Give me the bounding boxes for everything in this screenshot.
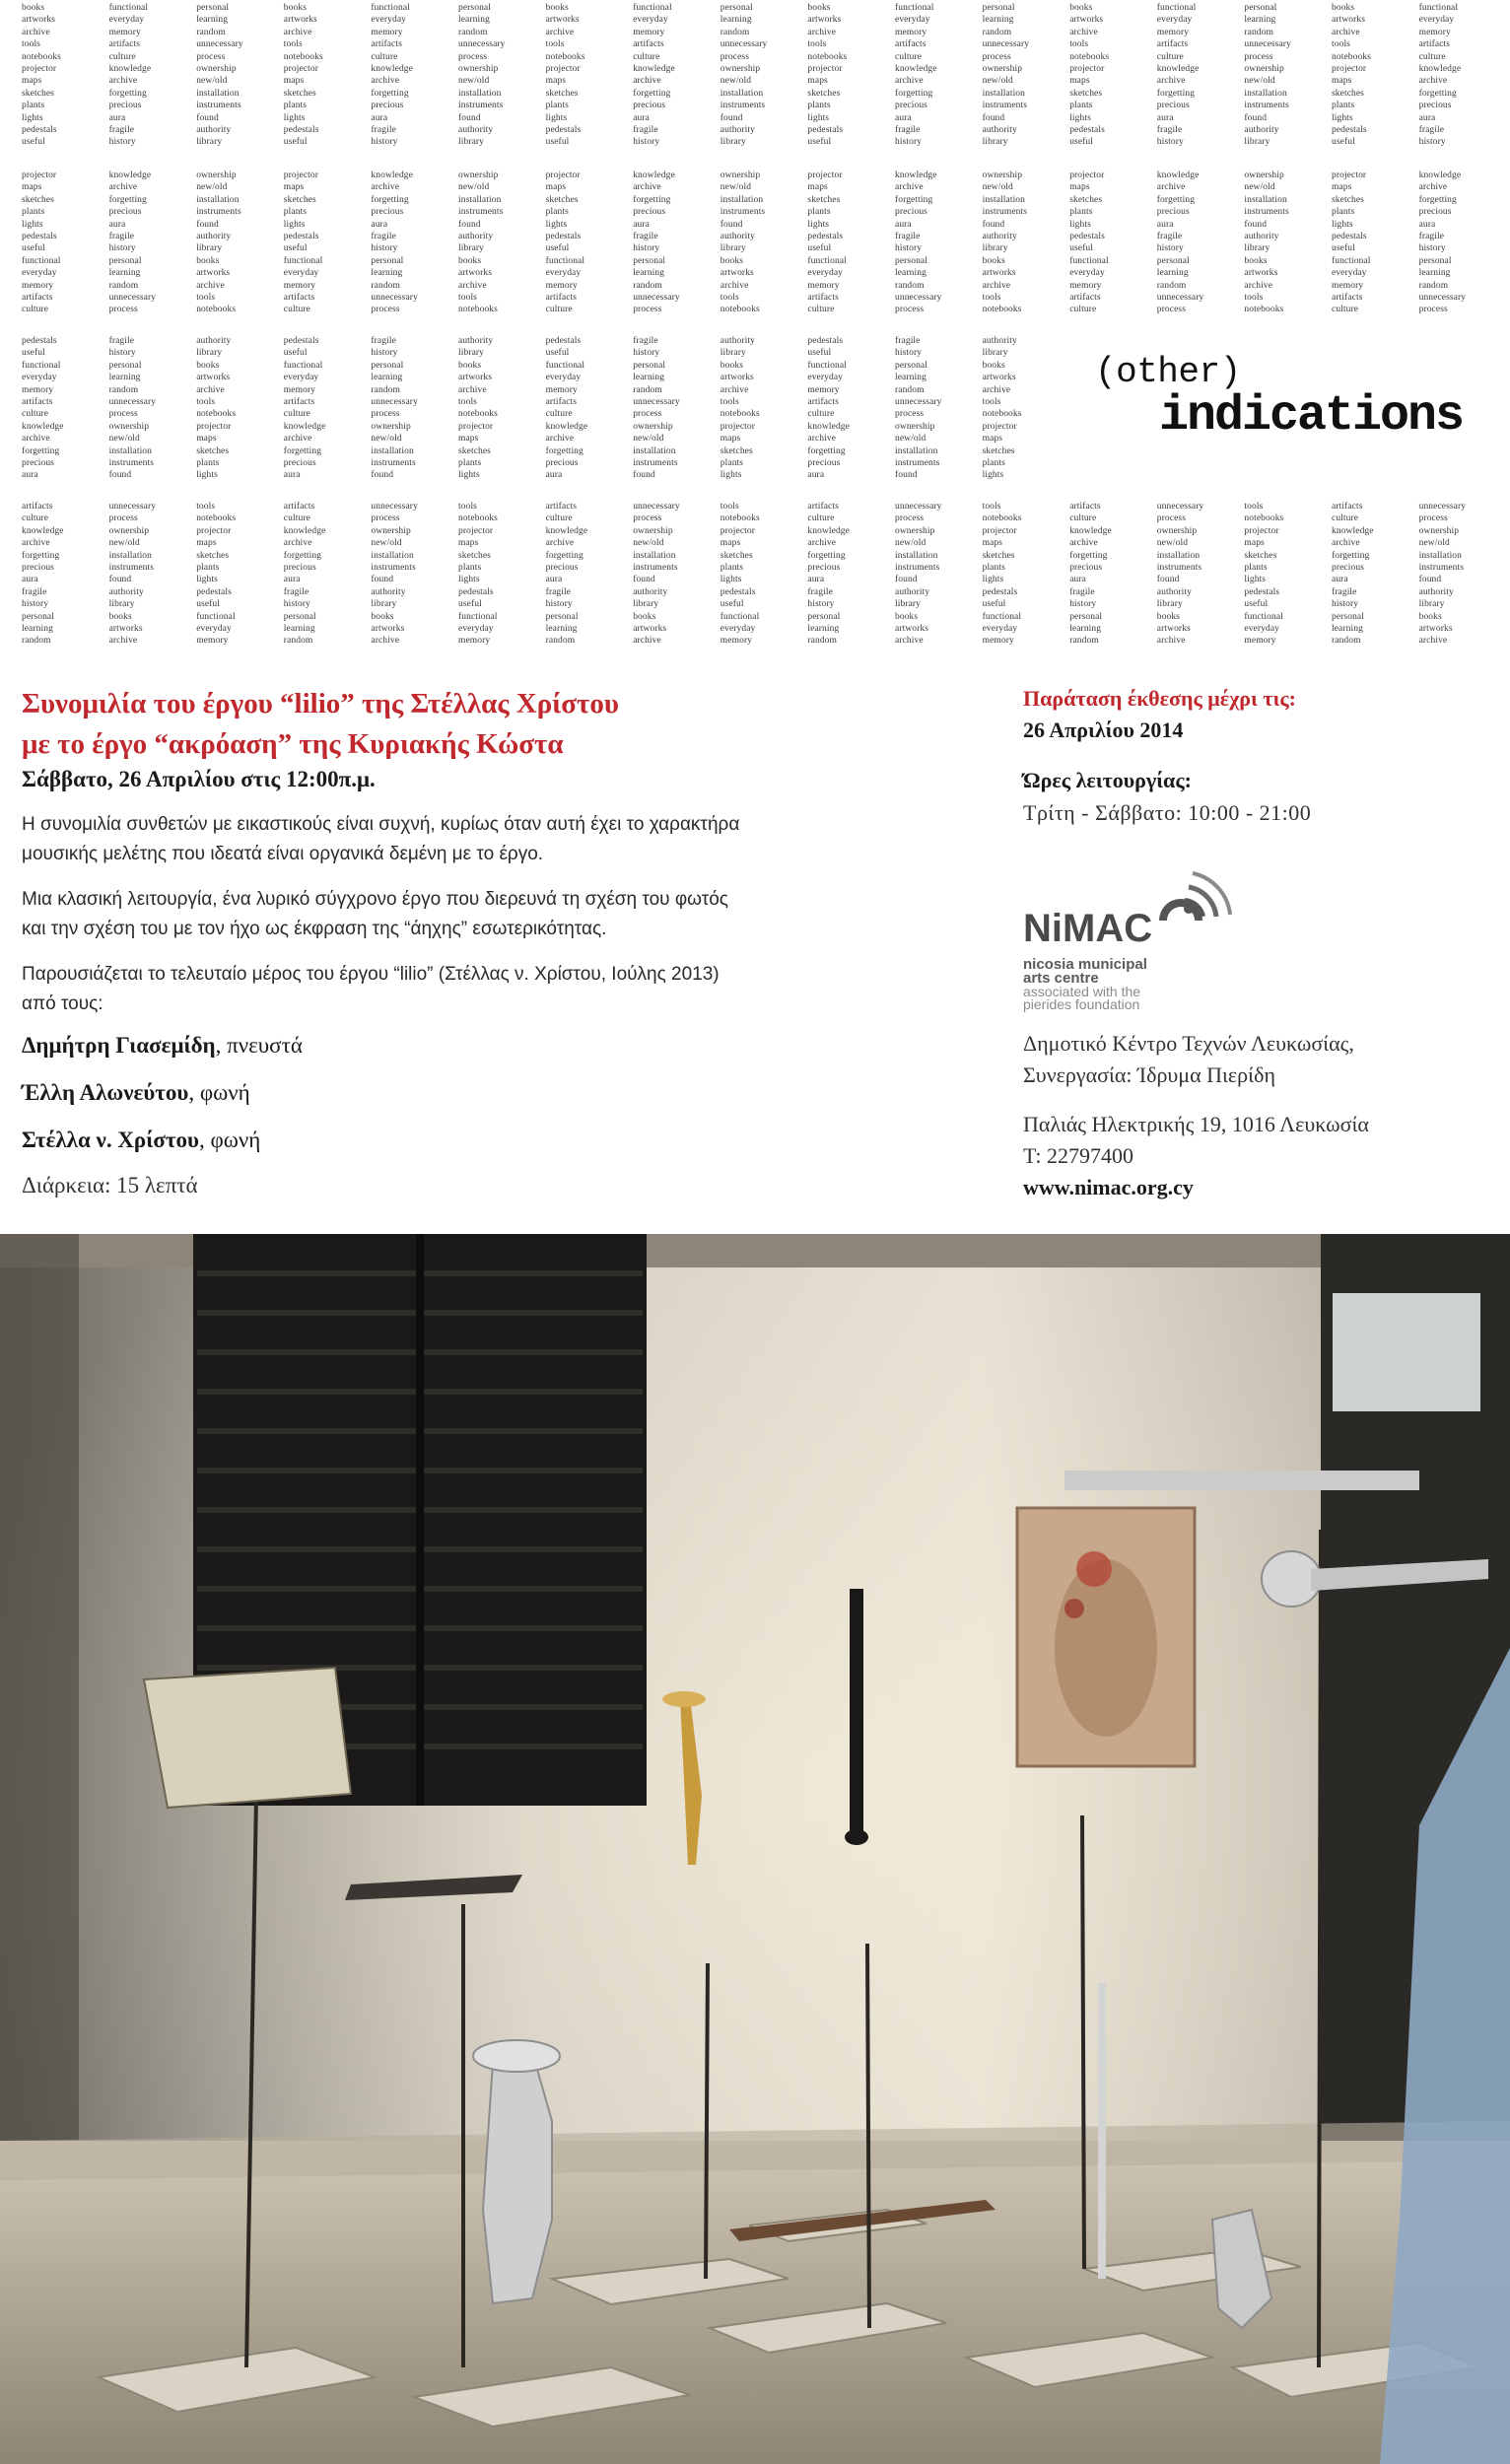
performer-role: , φωνή [188,1080,250,1105]
pattern-word-column: unnecessary process ownership new/old installation instruments found authority library books artworks archive [371,502,418,647]
word-pattern-header [0,0,1510,650]
pattern-word-column: pedestals useful functional everyday memory artifacts culture knowledge archive forgetting precious aura [807,336,850,481]
nimac-logo [1021,859,1218,1027]
performer-role: , πνευστά [215,1033,303,1058]
pattern-word-column: projector maps sketches plants lights pedestals useful functional everyday memory artifacts culture [283,171,323,315]
pattern-word-column: tools notebooks projector maps sketches plants lights pedestals useful functional everyday memory [982,502,1022,647]
pattern-word-column: knowledge archive forgetting precious aura fragile history personal learning random unnecessary process [895,171,942,315]
pattern-word-column: tools notebooks projector maps sketches plants lights pedestals useful functional everyday memory [1244,502,1284,647]
logo-subtitle [1023,958,1147,986]
pattern-word-column: tools notebooks projector maps sketches plants lights pedestals useful functional everyday memory [720,502,760,647]
pattern-word-column: books artworks archive tools notebooks projector maps sketches plants lights pedestals useful [545,3,585,148]
pattern-word-column: ownership new/old installation instruments found authority library books artworks archive tools notebooks [982,171,1028,315]
pattern-word-column: ownership new/old installation instruments found authority library books artworks archive tools notebooks [720,171,766,315]
paragraph-description-line1: Μια κλασική λειτουργία, ένα λυρικό σύγχρονο έργο που διερευνά τη σχέση του φωτός [22,889,728,910]
pattern-word-column: projector maps sketches plants lights pedestals useful functional everyday memory artifacts culture [1069,171,1109,315]
extension-label: Παράταση έκθεσης μέχρι τις: [1023,686,1296,711]
paragraph-presentation-line1: Παρουσιάζεται το τελευταίο μέρος του έργου “lilio” (Στέλλας ν. Χρίστου, Ιούλης 2013) [22,964,720,985]
pattern-word-column: personal learning random unnecessary process ownership new/old installation instruments found authority library [458,3,506,148]
pattern-word-column: artifacts culture knowledge archive forgetting precious aura fragile history personal learning random [283,502,326,647]
pattern-word-column: books artworks archive tools notebooks projector maps sketches plants lights pedestals useful [1069,3,1110,148]
paragraph-description [22,885,1007,944]
pattern-word-column: unnecessary process ownership new/old installation instruments found authority library books artworks archive [1418,502,1467,647]
pattern-word-column: functional everyday memory artifacts culture knowledge archive forgetting precious aura fragile history [895,3,937,148]
pattern-word-column: knowledge archive forgetting precious aura fragile history personal learning random unnecessary process [633,171,680,315]
pattern-word-column: personal learning random unnecessary process ownership new/old installation instruments found authority library [196,3,243,148]
pattern-word-column: books artworks archive tools notebooks projector maps sketches plants lights pedestals useful [1332,3,1371,148]
floor [0,2141,1510,2464]
exhibition-title [1092,352,1496,445]
event-title-line1: Συνομιλία του έργου “lilio” της Στέλλας Χρίστου [22,688,619,719]
pattern-word-column: projector maps sketches plants lights pedestals useful functional everyday memory artifacts culture [1332,171,1371,315]
pattern-word-column: knowledge archive forgetting precious aura fragile history personal learning random unnecessary process [1156,171,1204,315]
pattern-word-column: unnecessary process ownership new/old installation instruments found authority library books artworks archive [895,502,942,647]
pattern-word-column: unnecessary process ownership new/old installation instruments found authority library books artworks archive [108,502,157,647]
opening-hours-label: Ώρες λειτουργίας: [1023,768,1192,792]
event-date: Σάββατο, 26 Απριλίου στις 12:00π.μ. [22,767,376,791]
paragraph-intro-line2: μουσικής μελέτης που ιδεατά είναι οργανικά δεμένη με το έργο. [22,844,544,864]
music-sheet [144,1668,351,1808]
logo-association-line2: pierides foundation [1023,996,1140,1012]
pattern-word-column: artifacts culture knowledge archive forgetting precious aura fragile history personal learning random [1069,502,1112,647]
performer-2 [22,1080,250,1106]
exhibition-title-line2: indications [1159,388,1464,445]
pattern-word-column: authority library books artworks archive tools notebooks projector maps sketches plants lights [720,336,760,481]
pattern-word-column: knowledge archive forgetting precious aura fragile history personal learning random unnecessary process [1418,171,1467,315]
pattern-word-column: functional everyday memory artifacts culture knowledge archive forgetting precious aura fragile history [633,3,675,148]
performer-name: Έλλη Αλωνεύτου [22,1080,189,1105]
pattern-word-column: artifacts culture knowledge archive forgetting precious aura fragile history personal learning random [807,502,850,647]
extension-date: 26 Απριλίου 2014 [1023,718,1184,742]
nimac-logo-mark [1137,859,1246,950]
organization-name: Δημοτικό Κέντρο Τεχνών Λευκωσίας, [1023,1031,1354,1056]
pattern-word-column: functional everyday memory artifacts culture knowledge archive forgetting precious aura fragile history [1156,3,1200,148]
pattern-word-column: functional everyday memory artifacts culture knowledge archive forgetting precious aura fragile history [108,3,152,148]
pattern-word-column: tools notebooks projector maps sketches plants lights pedestals useful functional everyday memory [196,502,237,647]
paragraph-intro-line1: Η συνομιλία συνθετών με εικαστικούς είναι συχνή, κυρίως όταν αυτή έχει το χαρακτήρα [22,814,740,835]
exhibition-title-line1: (other) [1095,352,1241,392]
paragraph-intro [22,810,1007,869]
phone: Τ: 22797400 [1023,1143,1133,1168]
website-link[interactable]: www.nimac.org.cy [1023,1175,1194,1199]
pattern-word-column: projector maps sketches plants lights pedestals useful functional everyday memory artifacts culture [22,171,61,315]
pattern-word-column: knowledge archive forgetting precious aura fragile history personal learning random unnecessary process [108,171,157,315]
pattern-word-column: fragile history personal learning random unnecessary process ownership new/old installation instruments found [371,336,418,481]
pattern-word-column: unnecessary process ownership new/old installation instruments found authority library books artworks archive [1156,502,1204,647]
pattern-word-column: authority library books artworks archive tools notebooks projector maps sketches plants lights [458,336,498,481]
performer-1 [22,1033,303,1059]
pattern-word-column: ownership new/old installation instruments found authority library books artworks archive tools notebooks [1244,171,1289,315]
duration: Διάρκεια: 15 λεπτά [22,1173,198,1198]
logo-name: NiMAC [1023,907,1153,950]
pattern-word-column: pedestals useful functional everyday memory artifacts culture knowledge archive forgetting precious aura [283,336,326,481]
pattern-word-column: authority library books artworks archive tools notebooks projector maps sketches plants lights [982,336,1022,481]
pattern-word-column: artifacts culture knowledge archive forgetting precious aura fragile history personal learning random [22,502,64,647]
performer-name: Δημήτρη Γιασεμίδη [22,1033,216,1058]
pattern-word-column: ownership new/old installation instruments found authority library books artworks archive tools notebooks [458,171,504,315]
pattern-word-column: functional everyday memory artifacts culture knowledge archive forgetting precious aura fragile history [1418,3,1462,148]
performer-3 [22,1128,260,1153]
pattern-word-column: knowledge archive forgetting precious aura fragile history personal learning random unnecessary process [371,171,418,315]
pattern-word-column: pedestals useful functional everyday memory artifacts culture knowledge archive forgetting precious aura [545,336,588,481]
logo-subtitle-line1: nicosia municipal [1023,956,1147,973]
performer-role: , φωνή [198,1128,261,1152]
paragraph-presentation-line2: από τους: [22,993,103,1014]
pattern-word-column: fragile history personal learning random unnecessary process ownership new/old installation instruments found [108,336,157,481]
hanging-artwork [1017,1508,1195,1766]
pattern-word-column: unnecessary process ownership new/old installation instruments found authority library books artworks archive [633,502,680,647]
organization-partner: Συνεργασία: Ίδρυμα Πιερίδη [1023,1062,1275,1087]
event-title [22,684,988,765]
event-title-line2: με το έργο “ακρόαση” της Κυριακής Κώστα [22,728,564,760]
logo-association [1023,986,1140,1011]
pattern-word-column: projector maps sketches plants lights pedestals useful functional everyday memory artifacts culture [545,171,585,315]
performer-name: Στέλλα ν. Χρίστου [22,1128,199,1152]
pattern-word-column: books artworks archive tools notebooks projector maps sketches plants lights pedestals useful [807,3,848,148]
opening-hours-value: Τρίτη - Σάββατο: 10:00 - 21:00 [1023,800,1312,825]
pattern-word-column: personal learning random unnecessary process ownership new/old installation instruments found authority library [720,3,768,148]
pattern-word-column: books artworks archive tools notebooks projector maps sketches plants lights pedestals useful [22,3,61,148]
address: Παλιάς Ηλεκτρικής 19, 1016 Λευκωσία [1023,1112,1369,1136]
pattern-word-column: tools notebooks projector maps sketches plants lights pedestals useful functional everyday memory [458,502,498,647]
paragraph-presentation [22,960,1007,1019]
pattern-word-column: books artworks archive tools notebooks projector maps sketches plants lights pedestals useful [283,3,323,148]
pattern-word-column: personal learning random unnecessary process ownership new/old installation instruments found authority library [982,3,1030,148]
pattern-word-column: personal learning random unnecessary process ownership new/old installation instruments found authority library [1244,3,1291,148]
pattern-word-column: artifacts culture knowledge archive forgetting precious aura fragile history personal learning random [545,502,588,647]
paragraph-description-line2: και την σχέση του με τον ήχο ως έκφραση της “άηχης” εσωτερικότητας. [22,919,607,939]
pattern-word-column: functional everyday memory artifacts culture knowledge archive forgetting precious aura fragile history [371,3,413,148]
pattern-word-column: ownership new/old installation instruments found authority library books artworks archive tools notebooks [196,171,241,315]
pattern-word-column: artifacts culture knowledge archive forgetting precious aura fragile history personal learning random [1332,502,1374,647]
pattern-word-column: authority library books artworks archive tools notebooks projector maps sketches plants lights [196,336,237,481]
logo-subtitle-line2: arts centre [1023,970,1099,987]
pattern-word-column: fragile history personal learning random unnecessary process ownership new/old installation instruments found [633,336,680,481]
installation-photo [0,1234,1510,2464]
logo-association-line1: associated with the [1023,984,1141,999]
pattern-word-column: fragile history personal learning random unnecessary process ownership new/old installation instruments found [895,336,942,481]
pattern-word-column: pedestals useful functional everyday memory artifacts culture knowledge archive forgetting precious aura [22,336,64,481]
pattern-word-column: projector maps sketches plants lights pedestals useful functional everyday memory artifacts culture [807,171,847,315]
